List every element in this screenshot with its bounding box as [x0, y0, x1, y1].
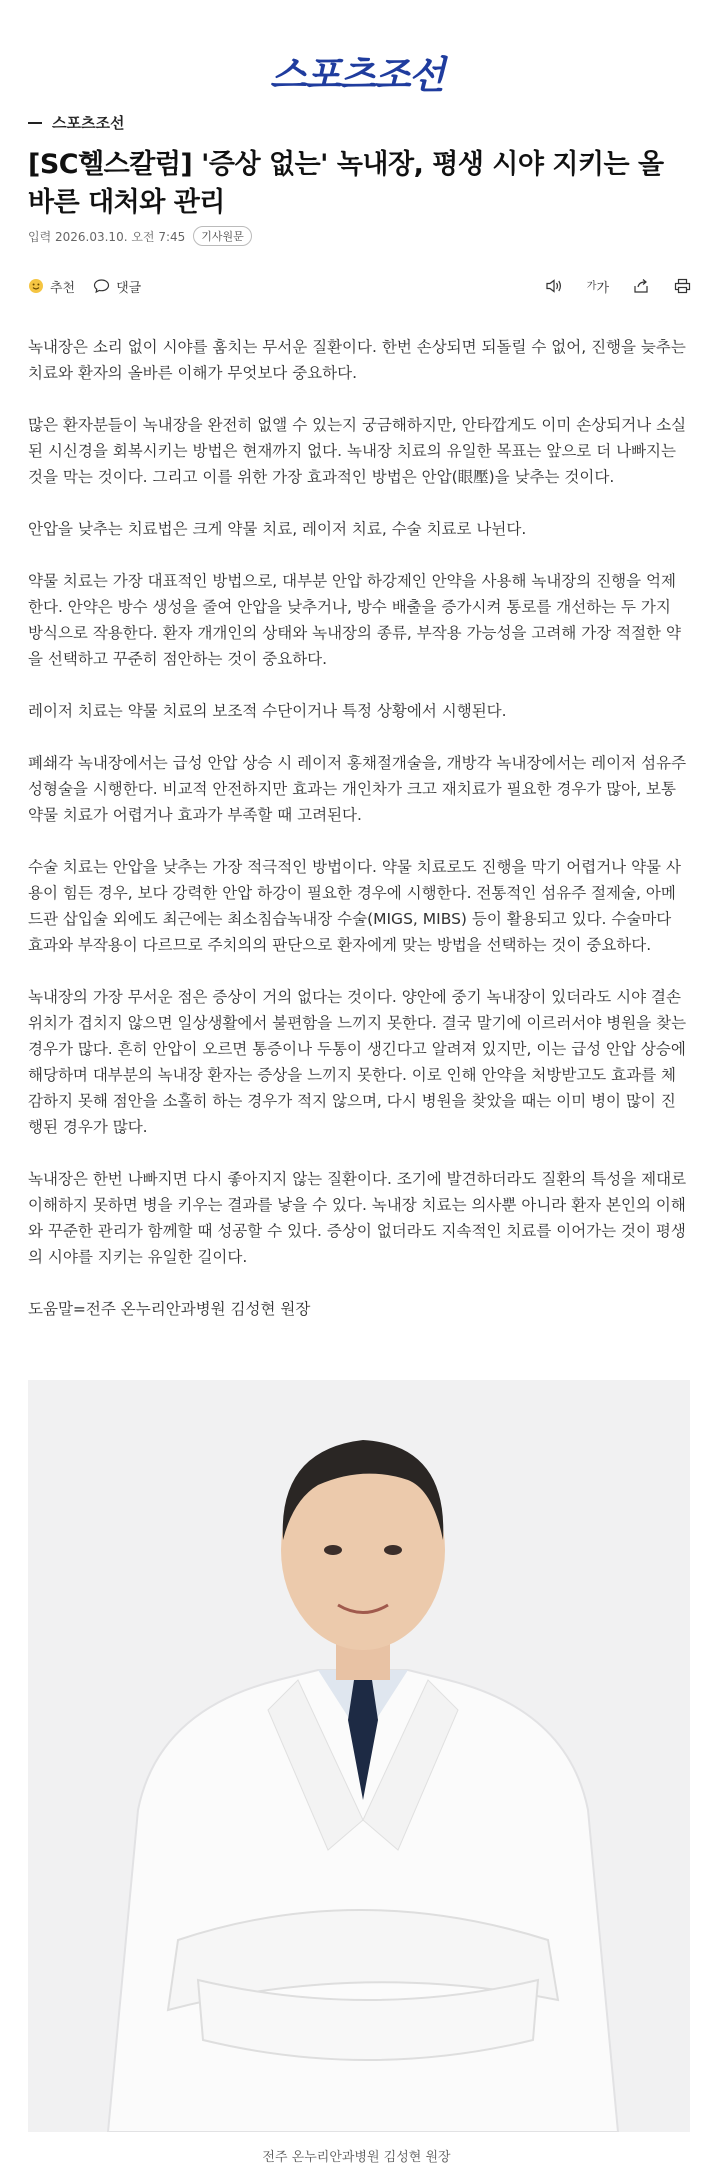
section-label[interactable] [28, 112, 124, 133]
section-name: 스포츠조선 [52, 114, 125, 132]
font-size-label: 가 [596, 280, 609, 296]
article-paragraph: 녹내장의 가장 무서운 점은 증상이 거의 없다는 것이다. 양안에 중기 녹내장이 있더라도 시야 결손 위치가 겹치지 않으면 일상생활에서 불편함을 느끼지 못한다. 결국 말기에 이르러서야 병원을 찾는 경우가 많다. 흔히 안압이 오르면 통증이나 두통이 생긴다고 알려져 있지만, 이는 급성 안압 상승에 해당하며 대부분의 녹내장 환자는 증상을 느끼지 못한다. 이로 인해 안약을 처방받고도 효과를 체감하지 못해 점안을 소홀히 하는 경우가 적지 않으며, 다시 병원을 찾았을 때는 이미 병이 많이 진행된 경우가 많다. [28, 988, 687, 1136]
site-logo[interactable]: 스포츠조선 [269, 53, 444, 97]
doctor-portrait-illustration [28, 1380, 690, 2132]
article-meta [28, 226, 252, 246]
article-paragraph: 많은 환자분들이 녹내장을 완전히 없앨 수 있는지 궁금해하지만, 안타깝게도 이미 손상되거나 소실된 시신경을 회복시키는 방법은 현재까지 없다. 녹내장 치료의 유일한 목표는 앞으로 더 나빠지는 것을 막는 것이다. 그리고 이를 위한 가장 효과적인 방법은 안압(眼壓)을 낮추는 것이다. [28, 416, 687, 486]
smiley-icon [28, 278, 44, 294]
speaker-icon[interactable] [545, 278, 563, 294]
recommend-label: 추천 [50, 280, 76, 296]
article-paragraph: 약물 치료는 가장 대표적인 방법으로, 대부분 안압 하강제인 안약을 사용해 녹내장의 진행을 억제한다. 안약은 방수 생성을 줄여 안압을 낮추거나, 방수 배출을 증가시켜 통로를 개선하는 두 가지 방식으로 작용한다. 환자 개개인의 상태와 녹내장의 종류, 부작용 가능성을 고려해 가장 적절한 약을 선택하고 꾸준히 점안하는 것이 중요하다. [28, 572, 681, 668]
article-paragraph: 안압을 낮추는 치료법은 크게 약물 치료, 레이저 치료, 수술 치료로 나뉜다. [28, 520, 527, 538]
section-bar [28, 122, 42, 124]
site-header [0, 0, 713, 96]
share-icon[interactable] [633, 278, 650, 294]
comment-label: 댓글 [116, 280, 142, 296]
doctor-photo [28, 1380, 690, 2132]
actions-right [521, 277, 691, 296]
article-paragraph: 수술 치료는 안압을 낮추는 가장 적극적인 방법이다. 약물 치료로도 진행을 막기 어렵거나 약물 사용이 힘든 경우, 보다 강력한 안압 하강이 필요한 경우에 시행한다. 전통적인 섬유주 절제술, 아메드관 삽입술 외에도 최근에는 최소침습녹내장 수술(MIGS, MIBS) 등이 활용되고 있다. 수술마다 효과와 부작용이 다르므로 주치의의 판단으로 환자에게 맞는 방법을 선택하는 것이 중요하다. [28, 858, 681, 954]
photo-caption: 전주 온누리안과병원 김성현 원장 [262, 2150, 451, 2165]
font-size-icon[interactable]: 가 가 [587, 277, 609, 296]
actions-left [28, 277, 159, 296]
comment-icon [93, 278, 110, 294]
comment-button[interactable] [93, 277, 141, 296]
original-article-button[interactable]: 기사원문 [193, 226, 252, 246]
publish-date: 입력 2026.03.10. 오전 7:45 [28, 229, 186, 244]
article-title: [SC헬스칼럼] '증상 없는' 녹내장, 평생 시야 지키는 올바른 대처와 관리 [28, 149, 664, 218]
article-paragraph: 녹내장은 소리 없이 시야를 훔치는 무서운 질환이다. 한번 손상되면 되돌릴 수 없어, 진행을 늦추는 치료와 환자의 올바른 이해가 무엇보다 중요하다. [28, 338, 686, 382]
article-paragraph: 폐쇄각 녹내장에서는 급성 안압 상승 시 레이저 홍채절개술을, 개방각 녹내장에서는 레이저 섬유주성형술을 시행한다. 비교적 안전하지만 효과는 개인차가 크고 재치료가 필요한 경우가 많아, 보통 약물 치료가 어렵거나 효과가 부족할 때 고려된다. [28, 754, 687, 824]
print-icon[interactable] [674, 278, 691, 294]
article-body [28, 334, 690, 1348]
article-paragraph: 녹내장은 한번 나빠지면 다시 좋아지지 않는 질환이다. 조기에 발견하더라도 질환의 특성을 제대로 이해하지 못하면 병을 키우는 결과를 낳을 수 있다. 녹내장 치료는 의사뿐 아니라 환자 본인의 이해와 꾸준한 관리가 함께할 때 성공할 수 있다. 증상이 없더라도 지속적인 치료를 이어가는 것이 평생의 시야를 지키는 유일한 길이다. [28, 1170, 687, 1266]
article-actions [28, 274, 691, 298]
article-credit: 도움말=전주 온누리안과병원 김성현 원장 [28, 1300, 311, 1318]
article-paragraph: 레이저 치료는 약물 치료의 보조적 수단이거나 특정 상황에서 시행된다. [28, 702, 507, 720]
recommend-button[interactable] [28, 277, 75, 296]
